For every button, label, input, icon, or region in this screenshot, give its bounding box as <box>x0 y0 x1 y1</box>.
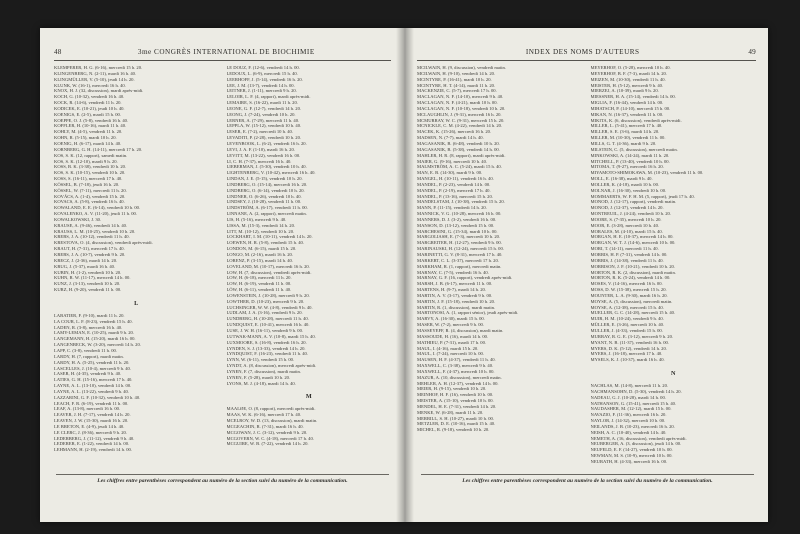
index-entry: MILLER, L. (5-41), mercredi 17 h. 40. <box>590 123 663 129</box>
index-entry: MILLS, G. T. (4-36), mardi 9 h. 20. <box>590 140 657 146</box>
index-entry: KOWALKOWSKI, J. 30. <box>54 216 102 222</box>
index-entry: NEUFELD, E. F. (14-27), vendredi 10 h. 00. <box>590 447 673 453</box>
index-entry: MORGAN, W. T. J. (14-6), mercredi 10 h. 00. <box>590 240 676 246</box>
index-entry: MALMSTRÖM, A. C. (5-24), mardi 15 h. 40. <box>417 164 502 170</box>
index-entry: MANNICK, V. G. (10-28), mercredi 16 h. 00. <box>417 211 502 217</box>
index-entry: MARVY, A. (16-30), mardi 15 h. 00. <box>417 316 485 322</box>
index-entry: LOW, H. (6-18), mercredi 11 h. 20. <box>226 275 292 281</box>
left-footnote: Les chiffres entre parenthèses correspondent au numéro de la section suivi du numéro de la communication. <box>56 474 389 484</box>
index-entry: NAVAZIO, F. (11-36), mercredi 16 h. 20. <box>590 412 667 418</box>
index-entry: KUBIN, H. (1-2), vendredi 10 h. 20. <box>54 269 122 275</box>
index-entry: MILSTEIN, C. (5, discussion), mercredi matin. <box>590 146 678 152</box>
index-entry: LEVADITI, P. (2-28), vendredi 10 h. 20. <box>226 135 302 141</box>
index-entry: MCGEACHIN, R. (7-31), mardi 16 h. 40. <box>226 423 304 429</box>
index-entry: MACLAGAN, N. F. (10-18), vendredi 10 h. 20. <box>417 105 506 111</box>
index-entry: LYONS, M. J. (4-18), mardi 14 h. 40. <box>226 380 296 386</box>
index-entry: MARTIN, A. V. (3-17), vendredi 9 h. 00. <box>417 292 493 298</box>
index-entry: MAUL, I. (4-16), mardi 15 h. 20. <box>417 345 479 351</box>
index-entry: MURRAY, R. G. E. (3-12), mercredi 9 h. 20. <box>590 333 674 339</box>
index-entry: KRAUSS, L. M. (10-25), vendredi 10 h. 20. <box>54 228 136 234</box>
index-entry: MATHIEU, P. (7-31), mardi 17 h. 00. <box>417 339 487 345</box>
index-entry: LINDBERG, O. (15-14), mercredi 16 h. 20. <box>226 181 308 187</box>
index-entry: LYNEN, F. (5-28), mardi 10 h. 20. <box>226 374 291 380</box>
index-entry: MCGOWAN, J. C. (3-12), vendredi 9 h. 20. <box>226 429 308 435</box>
index-entry: MONOD, J. (12-17), rapport), vendredi matin. <box>590 199 677 205</box>
section-letter-m: M <box>305 393 312 401</box>
index-entry: KOVALENKO, A. V. (11-20), jeudi 11 h. 00. <box>54 211 137 217</box>
index-entry: KOS, S. K. (12, rapport), samedi matin. <box>54 152 128 158</box>
index-entry: MORALES, M. (4-10), mardi 15 h. 40. <box>590 228 663 234</box>
index-entry: LESER, E. (7-2), mercredi 10 h. 40. <box>226 129 293 135</box>
index-entry: KREBS, J. A. (10-7), vendredi 9 h. 20. <box>54 252 126 257</box>
index-entry: NEURATH, H. (4-33), mercredi 16 h. 00. <box>590 459 668 464</box>
index-entry: MCGUIRE, W. B. (7-22), vendredi 14 h. 20. <box>226 441 309 447</box>
index-entry: LOCKHART, I. M. (10-11), vendredi 14 h. 20. <box>226 234 313 240</box>
index-entry: NEUBERGER, A. (3, discussion), jeudi 14 h. 00. <box>590 441 682 447</box>
index-entry: MCILWAIN, H. (9-10), vendredi 14 h. 20. <box>417 70 496 76</box>
index-entry: LOWENSTEIN, J. (10-28), mercredi 9 h. 20. <box>226 292 310 298</box>
index-entry: MIESSNER, H. A. (15-14), vendredi 14 h. 00. <box>590 94 676 100</box>
index-entry: MINKOWSKI, A. (14-24), mardi 11 h. 20. <box>590 152 670 158</box>
index-entry: KOHLY, M. (4-5), vendredi 11 h. 20. <box>54 129 123 135</box>
index-entry: LOVELAND, M. (10-17), mercredi 16 h. 20. <box>226 263 310 269</box>
index-entry: LOWTHER, D. (10-23), mercredi 9 h. 20. <box>226 298 305 304</box>
index-entry: MERRILL, S. H. (10-27), mardi 10 h. 00. <box>417 415 494 421</box>
index-entry: NATHANSON, G. (15-41), mercredi 15 h. 40. <box>590 400 677 406</box>
index-entry: LUNDQUIST, E. (10-41), mercredi 16 h. 40. <box>226 322 310 328</box>
index-entry: KORNBERG, G. H. (14-11), mercredi 17 h. 20. <box>54 146 143 152</box>
index-entry: LEACH, F. R. (6-19), vendredi 11 h. 00. <box>54 400 129 406</box>
index-entry: NEILANDS, J. B. (10-23), mercredi 16 h. 20. <box>590 423 675 429</box>
left-col2-entries-l-cont <box>227 293 392 387</box>
index-entry: MYANT, N. B. (11-37), vendredi 16 h. 00. <box>590 339 669 345</box>
index-entry: LERNER, A. (7-29), mercredi 11 h. 40. <box>226 117 300 123</box>
index-entry: KOHN, R. (5-15), mardi 10 h. 20. <box>54 135 117 141</box>
index-entry: MCGOVERN, W. C. (4-18), mercredi 17 h. 40. <box>226 435 314 441</box>
index-entry: LAYNE, A. L. (13-22), vendredi 9 h. 40. <box>54 388 129 394</box>
index-entry: LINDSEY, J. (10-28), vendredi 11 h. 00. <box>226 199 302 205</box>
index-entry: LINDAN, J. E. (5-15), vendredi 10 h. 20. <box>226 176 303 182</box>
index-entry: LINDBERG, O. (6-14), vendredi 10 h. 20. <box>226 187 305 193</box>
index-entry: LADEN, R. (3-8), mercredi 16 h. 40. <box>54 324 123 330</box>
index-entry: NAYLOR, J. (14-32), mercredi 10 h. 00. <box>590 418 666 424</box>
index-entry: KRUG, J. (5-37), mardi 16 h. 40. <box>54 263 116 269</box>
index-entry: MCELROY, W. D. (13, discussion), mardi matin. <box>226 418 318 424</box>
index-entry: MARTENS, H. (9-7), mardi 14 h. 20. <box>417 287 487 293</box>
left-col2-entries-m <box>227 406 392 447</box>
index-entry: MITOMA, T. (9-27), mercredi 16 h. 20. <box>590 164 664 170</box>
index-entry: MANN, P. (11-15), vendredi 14 h. 20. <box>417 205 487 211</box>
index-entry: MARINETTI, G. V. (8-31), mercredi 17 h. 40. <box>417 252 503 257</box>
index-entry: MORRIS, H. P. (7-31), vendredi 14 h. 00. <box>590 252 668 257</box>
index-entry: MEHLER, A. H. (12-37), vendredi 14 h. 00. <box>417 380 499 386</box>
left-col1-entries-k <box>54 65 219 293</box>
index-entry: MITCHELL, P. (13-40), vendredi 10 h. 00. <box>590 158 670 164</box>
index-entry: MICHEL, R. (9-18), vendredi 10 h. 20. <box>417 427 490 433</box>
index-entry: KRAUSE, A. (9-46), vendredi 14 h. 40. <box>54 222 128 228</box>
index-entry: KRAUT, H. (7-31), mercredi 17 h. 40. <box>54 246 125 252</box>
index-entry: LUCHSINGER, W. W. (4-8), vendredi 9 h. 40. <box>226 304 313 310</box>
index-entry: LEMAIRE, S. (16-22), mardi 11 h. 20. <box>226 100 298 106</box>
index-entry: KOVACS, A. (5-8), vendredi 16 h. 40. <box>54 199 125 205</box>
index-entry: MAGASANIK, B. (5-38), vendredi 14 h. 00. <box>417 146 500 152</box>
index-entry: LABATIER, F. (9-10), mardi 11 h. 20. <box>54 312 125 318</box>
index-entry: KOSS, S. (16-11), mercredi 17 h. 40. <box>54 176 123 182</box>
index-entry: LINDNER, O. (6-26), vendredi 10 h. 40. <box>226 193 302 199</box>
index-entry: MARNAY, G. F. (16, rapport), vendredi après-midi. <box>417 275 513 281</box>
index-entry: MANDEL, P. (2-23), vendredi 14 h. 00. <box>417 181 491 187</box>
index-entry: METZLER, D. E. (10-16), mardi 15 h. 40. <box>417 421 496 427</box>
index-entry: KRECZ, J. (2-36), mardi 14 h. 20. <box>54 257 118 263</box>
index-entry: KOS, S. K. (10-15), vendredi 10 h. 20. <box>54 170 126 176</box>
index-entry: KRESTOVA, O. (4, discussion), vendredi après-midi. <box>54 240 153 246</box>
index-entry: LEE, J. M. (13-7), vendredi 14 h. 00. <box>226 82 295 88</box>
index-entry: LUSE, J. W. H. (16-11), vendredi 9 h. 00. <box>226 327 304 333</box>
index-entry: MARKERT, C. L. (3-37), mercredi 17 h. 20. <box>417 257 499 263</box>
index-entry: MAZUR, A. (10, discussion), mercredi matin. <box>417 374 502 380</box>
index-entry: KOWALAND, E. E. (6-14), vendredi 10 h. 00. <box>54 205 141 211</box>
index-entry: MEIZEN, M. (10-30), vendredi 11 h. 40. <box>590 76 666 82</box>
index-entry: MOOR, E. (3-28), mercredi 10 h. 40. <box>590 222 660 228</box>
index-entry: MASSEYEFF, R. (4, discussion), mardi matin. <box>417 327 504 333</box>
index-entry: MIHATSCH, P. (14-10), mercredi 15 h. 00. <box>590 105 671 111</box>
index-entry: LYNN, W. (6-11), vendredi 15 h. 00. <box>226 357 295 363</box>
index-entry: NEISH, A. C. (10-40), vendredi 14 h. 40. <box>590 429 667 435</box>
index-entry: MOUNTER, L. A. (9-30), mardi 16 h. 20. <box>590 292 668 298</box>
section-letter-l: L <box>134 299 139 307</box>
left-page-number: 48 <box>54 48 62 56</box>
index-entry: LARDY, H. A. (5-25), vendredi 11 h. 20. <box>54 359 130 365</box>
index-entry: LEDERER, E. (1-22), vendredi 14 h. 00. <box>54 441 130 447</box>
index-entry: MAIER, G. (9-16), mercredi 10 h. 40. <box>417 158 488 164</box>
left-page <box>40 28 403 522</box>
index-entry: MEISTER, A. (15-10), vendredi 10 h. 00. <box>417 398 494 404</box>
index-entry: NAUDASHER, M. (12-12), mardi 15 h. 00. <box>590 406 672 412</box>
index-entry: MEIER, H. (9-15), vendredi 10 h. 20. <box>417 386 487 392</box>
book-spread <box>40 28 768 522</box>
index-entry: LATIES, G. H. (15-16), mercredi 17 h. 40. <box>54 377 133 383</box>
index-entry: LOW, H. (6-19), vendredi 11 h. 00. <box>226 281 292 287</box>
index-entry: LA COUR, L. F. (8-23), vendredi 15 h. 40. <box>54 318 133 324</box>
right-col1-entries-m <box>417 65 583 433</box>
index-entry: KÖSSEL, W. (7-11), mercredi 11 h. 20. <box>54 187 127 193</box>
index-entry: KOFFLER, H. (10-16), mardi 11 h. 40. <box>54 123 127 129</box>
index-entry: LOW, H. (7, discussion), vendredi après-midi. <box>226 269 312 275</box>
index-entry: MARTIN, R. (1, discussion), mardi matin. <box>417 304 496 310</box>
index-entry: LE BRETON, E. (4-9), jeudi 14 h. 40. <box>54 423 125 429</box>
index-entry: LAPP, C. (3-8), vendredi 11 h. 00. <box>54 347 117 353</box>
index-entry: KLINGENBERG, N. (2-11), mardi 16 h. 40. <box>54 70 137 76</box>
index-entry: KOEPPE, O. J. (5-8), vendredi 16 h. 40. <box>54 117 129 123</box>
left-columns <box>54 65 391 453</box>
index-entry: LINNANE, A. (2, rapport), mercredi matin. <box>226 211 307 217</box>
index-entry: MOYSE, A. (5, discussion), mercredi matin. <box>590 298 673 304</box>
index-entry: MORTON, R. K. (2, discussion), mardi matin. <box>590 269 676 275</box>
index-entry: LYNDEN, S. J. (13-33), vendredi 14 h. 20. <box>226 345 306 351</box>
right-col2-entries-n <box>591 383 757 465</box>
index-entry: MAGASANIK, B. (6-48), vendredi 10 h. 20. <box>417 140 500 146</box>
index-entry: LEAVEN, J. W. (15-30), mardi 16 h. 20. <box>54 418 129 424</box>
index-entry: KOCH, G. (10-32), vendredi 16 h. 40. <box>54 94 125 100</box>
index-entry: MACKENZIE, C. (5-7), mercredi 17 h. 00. <box>417 88 497 94</box>
index-entry: LELOIR, L. F. (4, rapport), mardi après-midi. <box>226 94 311 100</box>
index-entry: MAN, E. B. (14-30), mardi 9 h. 00. <box>417 170 483 176</box>
index-entry: LANGENBECK, W. (3-20), mercredi 14 h. 20. <box>54 342 141 348</box>
index-entry: KOSS, B. K. (3-38), vendredi 10 h. 20. <box>54 164 127 170</box>
index-entry: LINDSTRÖM, A. (6-17), vendredi 11 h. 00. <box>226 205 308 211</box>
index-entry: MANDEL, P. (2-19), mercredi 17 h. 40. <box>417 187 491 193</box>
index-entry: MARGOLIASH, E. (7-3), mercredi 10 h. 20. <box>417 234 501 240</box>
index-entry: LEDOUX, L. (6-9), mercredi 15 h. 40. <box>226 70 298 76</box>
right-columns <box>417 65 756 465</box>
index-entry: MARNAY, C. (7-5), vendredi 16 h. 40. <box>417 269 489 275</box>
index-entry: KOCK, R. (14-6), vendredi 11 h. 20. <box>54 100 122 106</box>
index-entry: MARTIN, J. F. (15-18), vendredi 10 h. 20. <box>417 298 496 304</box>
left-running-head <box>54 48 391 61</box>
index-entry: MARKHAM, R. (1, rapport), mercredi matin. <box>417 263 502 269</box>
index-entry: MANDELSTAM, J. (10-38), vendredi 15 h. 20. <box>417 199 505 205</box>
index-entry: LISSA, M. (15-3), vendredi 14 h. 20. <box>226 222 296 228</box>
index-entry: MANDEL, P. (13-16), mercredi 15 h. 20. <box>417 193 493 199</box>
index-entry: MORTON, R. K. (5-24), vendredi 14 h. 00. <box>590 275 671 281</box>
index-entry: KOENIG, H. (6-17), mardi 14 h. 40. <box>54 140 122 146</box>
left-col1-entries-l <box>54 313 219 453</box>
index-entry: LI, C. H. (7-37), mercredi 16 h. 40. <box>226 158 292 164</box>
index-entry: LYNEN, F. (7, discussion), mardi matin. <box>226 368 301 374</box>
index-entry: MANGEL, H. (10-11), vendredi 16 h. 40. <box>417 176 494 182</box>
index-entry: LONGO, M. (2-16), mardi 16 h. 20. <box>226 252 293 257</box>
right-column-2 <box>591 65 757 465</box>
index-entry: MCNICKLE, C. M. (4-22), vendredi 14 h. 20. <box>417 123 503 129</box>
index-entry: MYSELS, K. J. (10-37), mardi 16 h. 40. <box>590 357 665 363</box>
index-entry: LORENZ, P. (3-15), mardi 14 h. 40. <box>226 257 293 263</box>
index-entry: NACHMANSOHN, D. (5-30), vendredi 14 h. 20. <box>590 388 682 394</box>
index-entry: LEONG, J. (7-24), vendredi 10 h. 20. <box>226 111 296 117</box>
index-entry: NACHLAS, M. (14-8), mercredi 11 h. 20. <box>590 383 669 389</box>
index-entry: MCLAUGHLIN, J. (9-31), mercredi 16 h. 20. <box>417 111 502 117</box>
index-entry: LEVI, J. A. F. (1-10), mardi 16 h. 20. <box>226 146 295 152</box>
right-page-number: 49 <box>748 48 756 56</box>
index-entry: MIKITA, K. (6, discussion), vendredi après-midi. <box>590 117 682 123</box>
index-entry: LEVENBOOK, L. (6-2), vendredi 16 h. 20. <box>226 140 307 146</box>
index-entry: MEISTER, H. (5-12), mercredi 9 h. 40. <box>590 82 664 88</box>
index-entry: MONOD, J. (12-37), vendredi 14 h. 20. <box>590 205 664 211</box>
index-entry: MAUSEN, H. F. (4-37), vendredi 11 h. 40. <box>417 357 496 363</box>
index-entry: KUNZ, J. (3-13), vendredi 10 h. 20. <box>54 281 121 287</box>
index-entry: LEONE, G. F. (12-7), vendredi 14 h. 20. <box>226 105 302 111</box>
index-entry: LARDY, H. (7, rapport), mardi matin. <box>54 353 124 359</box>
left-column-2 <box>227 65 392 453</box>
right-footnote: Les chiffres entre parenthèses correspondent au numéro de la section suivi du numéro de la communication. <box>421 474 754 484</box>
index-entry: MAUL, I. (7-24), mercredi 10 h. 00. <box>417 351 484 357</box>
index-entry: MORRISON, J. F. (10-21), vendredi 10 h. 20. <box>590 263 675 269</box>
right-column-1 <box>417 65 583 465</box>
index-entry: MASSOUDE, H. (16), mardi 14 h. 00. <box>417 333 489 339</box>
index-entry: MAXWELL, C. (3-38), mercredi 9 h. 40. <box>417 363 494 369</box>
index-entry: MILLER, S. E. (3-6), mardi 14 h. 20. <box>590 129 660 135</box>
index-entry: LASER, H. (4-35), vendredi 9 h. 40. <box>54 371 122 377</box>
index-entry: MARTONOSI, A. (1, rapport sénior), jeudi après-midi. <box>417 310 519 316</box>
index-entry: MYERS, D. K. (5-12), vendredi 14 h. 20. <box>590 345 667 351</box>
index-entry: MARSH, J. B. (6-17), mercredi 11 h. 00. <box>417 281 493 287</box>
index-entry: LONDON, M. (6-15), mardi 15 h. 20. <box>226 246 297 252</box>
index-entry: MOSES, V. (14-16), mercredi 16 h. 00. <box>590 281 663 287</box>
index-entry: LAYNE, A. L. (13-10), vendredi 14 h. 00. <box>54 383 132 389</box>
index-entry: NEWMAN, M. S. (10-9), mercredi 10 h. 00. <box>590 453 673 459</box>
index-entry: MOSS, D. W. (15-38), mercredi 15 h. 20. <box>590 287 667 293</box>
index-entry: MACLAGAN, N. F. (14-10), mercredi 9 h. 40. <box>417 94 504 100</box>
index-entry: KURZ, H. (9-20), vendredi 11 h. 00. <box>54 287 122 293</box>
index-entry: MASER, W. (7-2), mercredi 9 h. 00. <box>417 322 484 328</box>
index-entry: LAZZARINI, G. F. (10-32), vendredi 10 h. 40. <box>54 394 141 400</box>
index-entry: LEAF, A. (13-8), mercredi 16 h. 00. <box>54 406 121 412</box>
left-col2-entries-l <box>227 65 392 293</box>
index-entry: MENKE, W. (6-28), mardi 11 h. 20. <box>417 409 484 415</box>
index-entry: MCINTYRE, H. T. (4-14), mardi 11 h. 20. <box>417 82 496 88</box>
index-entry: KOENIGS, E. (2-5), mardi 15 h. 00. <box>54 111 121 117</box>
right-page <box>405 28 768 522</box>
index-entry: MIGLIA, F. (16-44), vendredi 14 h. 00. <box>590 100 664 106</box>
index-entry: LASCELLES, J. (10-4), mercredi 9 h. 40. <box>54 365 131 371</box>
index-entry: KLUNK, W. (16-1), mercredi 16 h. 40. <box>54 82 126 88</box>
index-entry: MAAS, W. K. (6-16), mercredi 17 h. 40. <box>226 412 302 418</box>
index-entry: LÖW, H. (6-11), vendredi 11 h. 40. <box>226 287 292 293</box>
index-entry: MIYAMOTO-SHIMOKAWA, M. (10-23), vendredi 11 h. 00. <box>590 170 704 176</box>
index-entry: LUNDBERG, H. (10-28), mercredi 11 h. 40. <box>226 316 309 322</box>
right-running-title: INDEX DES NOMS D'AUTEURS <box>525 48 640 56</box>
index-entry: LYNDT, A. (8, discussion), mercredi après-midi. <box>226 363 317 369</box>
index-entry: KREBS, J. A. (10-12), vendredi 11 h. 40. <box>54 234 130 240</box>
index-entry: MCILWAIN, H. (9, discussion), vendredi matin. <box>417 65 506 70</box>
index-entry: LANGEMANN, H. (15-20), mardi 16 h. 00. <box>54 336 136 342</box>
index-entry: MOLLER, K. (4-18), mardi 10 h. 00. <box>590 181 660 187</box>
index-entry: MEINHOF, H. F. (16), vendredi 10 h. 00. <box>417 392 494 398</box>
index-entry: MCINTYRE, P. (16-41), mardi 10 h. 20. <box>417 76 492 82</box>
index-entry: LIEBERMAN, J. (5-30), vendredi 10 h. 40. <box>226 164 307 170</box>
index-entry: MOORE, S. (7-35), mercredi 10 h. 20. <box>590 216 662 222</box>
index-entry: MANNERS, D. J. (3-2), vendredi 16 h. 00. <box>417 216 497 222</box>
index-entry: MÜLLER, E. (3-26), mercredi 10 h. 40. <box>590 322 665 328</box>
index-entry: MUIR, H. M. (10-24), vendredi 9 h. 40. <box>590 316 664 322</box>
index-entry: LUXMOORE, S. (16-8), vendredi 16 h. 20. <box>226 339 307 345</box>
index-entry: NEMETH, A. (16, discussion), vendredi après-midi. <box>590 435 687 441</box>
index-entry: LYNDQUIST, F. (16-23), vendredi 11 h. 40. <box>226 351 308 357</box>
index-entry: MAXWELL, F. (4-37), mercredi 10 h. 00. <box>417 368 495 374</box>
index-entry: MUELLER, G. C. (14-28), mercredi 15 h. 40. <box>590 310 676 316</box>
index-entry: MAHLER, H. R. (8, rapport), mardi après-midi. <box>417 152 506 158</box>
index-entry: LEPPLA, W. (15-12), vendredi 10 h. 40. <box>226 123 302 129</box>
index-entry: KNOX, H. J. (32, discussion), mardi après-midi. <box>54 88 144 94</box>
index-entry: MENDEL, H. E. (7-31), vendredi 14 h. 20. <box>417 403 497 409</box>
index-entry: NADEAU, G. J. (10-28), mardi 14 h. 00. <box>590 394 666 400</box>
index-entry: LE CLERC, J. (8-36), mercredi 9 h. 20. <box>54 429 127 435</box>
index-entry: LEAVER, J. H. (7-17), vendredi 14 h. 20. <box>54 412 131 418</box>
index-entry: MARINAUSKI, H. (12-24), mercredi 15 h. 00. <box>417 246 504 252</box>
index-entry: LEDERBERG, J. (11-12), vendredi 9 h. 40. <box>54 435 135 441</box>
index-entry: MIERZEJ, A. (10-39), mardi 9 h. 20. <box>590 88 659 94</box>
index-entry: MOMMAERTS, W. F. H. M. (5, rapport), jeudi 17 h. 40. <box>590 193 695 199</box>
index-entry: MCMURRAY, W. C. (9-31), mercredi 15 h. 20. <box>417 117 505 123</box>
index-entry: MACEK, K. (15-26), mercredi 16 h. 20. <box>417 129 492 135</box>
index-entry: MOLL, E. (16-38), mardi 9 h. 40. <box>590 176 653 182</box>
index-entry: KOVÁCS, A. (1-4), vendredi 15 h. 20. <box>54 193 126 199</box>
index-entry: LEHMANN, H. (2-19), vendredi 14 h. 00. <box>54 447 132 453</box>
index-entry: MOLNAR, J. (16-30), vendredi 10 h. 00. <box>590 187 667 193</box>
index-entry: MARCHESINI, G. (15-34), mardi 10 h. 00. <box>417 228 498 234</box>
index-entry: MAALØE, O. (8, rapport), mercredi après-midi. <box>226 406 316 412</box>
index-entry: MIKAN, N. (16-37), vendredi 11 h. 00. <box>590 111 664 117</box>
right-running-head <box>417 48 756 61</box>
index-entry: LOEWEN, H. R. (5-8), vendredi 15 h. 40. <box>226 240 304 246</box>
index-entry: MORI, T. (14-11), mercredi 11 h. 40. <box>590 246 659 252</box>
index-entry: KOS, S. K. (12-10), mardi 9 h. 20. <box>54 158 118 164</box>
index-entry: MYERS, J. (16-18), mercredi 17 h. 40. <box>590 351 663 357</box>
index-entry: KODICEK, E. (10-21), jeudi 10 h. 40. <box>54 105 125 111</box>
index-entry: KLEMPERER, H. G. (6-16), mercredi 15 h. 20. <box>54 65 143 70</box>
index-entry: MORRIS, J. (14-38), vendredi 11 h. 40. <box>590 257 664 263</box>
index-entry: KLINGMÜLLER, V. (5-10), jeudi 14 h. 20. <box>54 76 135 82</box>
index-entry: MACLAGAN, N. F. (4-21), mardi 10 h. 00. <box>417 100 498 106</box>
index-entry: MANSON, D. (13-12), vendredi 15 h. 00. <box>417 222 495 228</box>
index-entry: MONTREUIL, J. (4-24), vendredi 10 h. 20. <box>590 211 672 217</box>
right-col2-entries-m <box>591 65 757 363</box>
index-entry: LE DOUZ, F. (12-6), vendredi 14 h. 00. <box>226 65 300 70</box>
index-entry: LEERHOFF, J. (5-14), vendredi 16 h. 20. <box>226 76 303 82</box>
index-entry: LIS, H. (5-16), mercredi 9 h. 40. <box>226 216 287 222</box>
index-entry: LUDLAM, J. A. (3-16), vendredi 9 h. 20. <box>226 310 303 316</box>
section-letter-n: N <box>671 370 676 378</box>
left-column-1 <box>54 65 219 453</box>
index-entry: KÖSSEL, B. (7-18), jeudi 16 h. 20. <box>54 181 120 187</box>
index-entry: KUHN, R. W. (11-17), mercredi 14 h. 00. <box>54 275 131 281</box>
index-entry: LEITNER, J. (1-11), mercredi 9 h. 20. <box>226 88 297 94</box>
index-entry: MULLER, J. (4-33), vendredi 15 h. 00. <box>590 327 663 333</box>
index-entry: LIGHTENBERG, V. (10-42), mercredi 16 h. 40. <box>226 170 316 176</box>
left-running-title: 3me CONGRÈS INTERNATIONAL DE BIOCHIMIE <box>137 48 315 56</box>
index-entry: MARGREITER, H. (12-27), vendredi 9 h. 00. <box>417 240 502 246</box>
index-entry: MEYERHOF, B. F. (7-3), mardi 14 h. 20. <box>590 70 667 76</box>
index-entry: LUTWAK-MANN, A. V. (10-8), mardi 15 h. 40. <box>226 333 316 339</box>
index-entry: LITT, M. (10-12), vendredi 10 h. 20. <box>226 228 295 234</box>
index-entry: LEVITT, M. (13-22), vendredi 16 h. 00. <box>226 152 301 158</box>
index-entry: MILLER, M. (10-30), vendredi 11 h. 00. <box>590 135 666 141</box>
index-entry: LAMY-LEMAN, E. (10-25), mardi 9 h. 20. <box>54 330 134 336</box>
index-entry: MEYERHOF, O. (5-28), mercredi 10 h. 40. <box>590 65 671 70</box>
index-entry: MOYSE, A. (12-38), mercredi 15 h. 40. <box>590 304 664 310</box>
index-entry: MADSEN, N. (7-7), mardi 14 h. 40. <box>417 135 484 141</box>
index-entry: MORGAN, H. E. (10-37), mercredi 14 h. 00. <box>590 234 674 240</box>
